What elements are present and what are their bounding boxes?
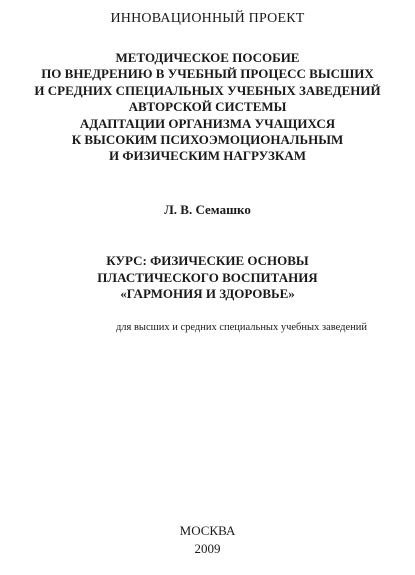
audience-note: для высших и средних специальных учебных заведений: [115, 322, 368, 333]
book-title-line: АВТОРСКОЙ СИСТЕМЫ: [128, 99, 287, 115]
course-title-line: ПЛАСТИЧЕСКОГО ВОСПИТАНИЯ: [97, 269, 318, 285]
book-title: [0, 50, 415, 165]
book-title-line: АДАПТАЦИИ ОРГАНИЗМА УЧАЩИХСЯ: [79, 115, 336, 131]
book-title-line: ПО ВНЕДРЕНИЮ В УЧЕБНЫЙ ПРОЦЕСС ВЫСШИХ: [41, 66, 374, 82]
project-label: ИННОВАЦИОННЫЙ ПРОЕКТ: [110, 11, 305, 26]
book-title-line: МЕТОДИЧЕСКОЕ ПОСОБИЕ: [115, 50, 300, 65]
book-title-line: К ВЫСОКИМ ПСИХОЭМОЦИОНАЛЬНЫМ: [71, 132, 344, 148]
imprint-city: МОСКВА: [179, 523, 236, 538]
book-title-line: И ФИЗИЧЕСКИМ НАГРУЗКАМ: [109, 148, 306, 164]
imprint-year: 2009: [194, 541, 221, 556]
author-name: Л. В. Семашко: [164, 202, 251, 217]
course-title-line: КУРС: ФИЗИЧЕСКИЕ ОСНОВЫ: [106, 253, 309, 268]
course-title-line: «ГАРМОНИЯ И ЗДОРОВЬЕ»: [120, 286, 295, 301]
book-title-line: И СРЕДНИХ СПЕЦИАЛЬНЫХ УЧЕБНЫХ ЗАВЕДЕНИЙ: [34, 82, 381, 98]
course-title: [0, 253, 415, 303]
